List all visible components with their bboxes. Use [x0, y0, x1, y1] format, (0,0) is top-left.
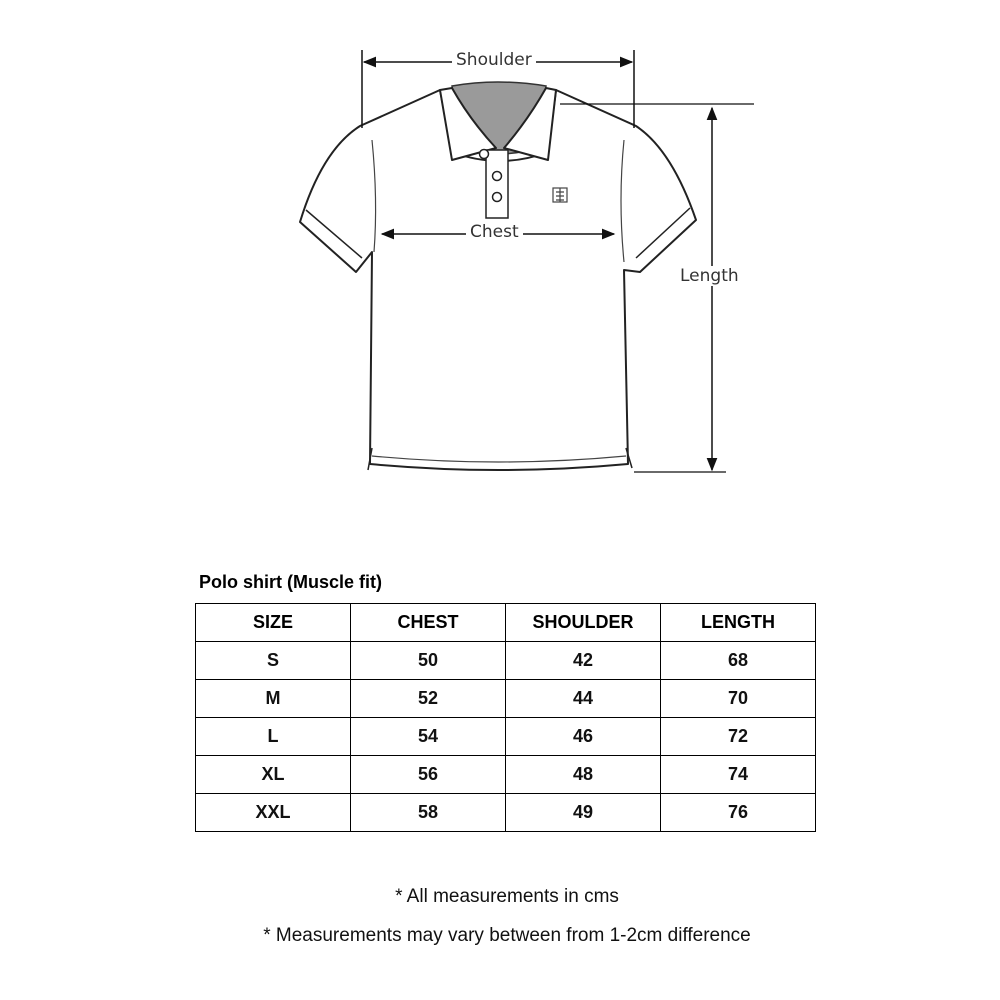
- header-chest: CHEST: [351, 604, 506, 642]
- cell-size: XL: [196, 756, 351, 794]
- cell-shoulder: 44: [506, 680, 661, 718]
- shoulder-label: Shoulder: [452, 50, 536, 70]
- table-row: [196, 718, 816, 756]
- cell-shoulder: 49: [506, 794, 661, 832]
- button-2: [493, 172, 502, 181]
- table-row: [196, 756, 816, 794]
- cell-size: S: [196, 642, 351, 680]
- header-shoulder: SHOULDER: [506, 604, 661, 642]
- cell-chest: 54: [351, 718, 506, 756]
- table-row: [196, 680, 816, 718]
- length-label: Length: [676, 266, 743, 286]
- table-header-row: [196, 604, 816, 642]
- cell-length: 76: [661, 794, 816, 832]
- cell-chest: 50: [351, 642, 506, 680]
- cell-chest: 56: [351, 756, 506, 794]
- units-note: * All measurements in cms: [395, 886, 619, 907]
- cell-chest: 58: [351, 794, 506, 832]
- button-3: [493, 193, 502, 202]
- cell-shoulder: 46: [506, 718, 661, 756]
- cell-size: XXL: [196, 794, 351, 832]
- header-size: SIZE: [196, 604, 351, 642]
- table-row: [196, 794, 816, 832]
- cell-length: 70: [661, 680, 816, 718]
- cell-chest: 52: [351, 680, 506, 718]
- table-title: Polo shirt (Muscle fit): [199, 572, 383, 592]
- chest-label: Chest: [466, 222, 523, 242]
- cell-size: M: [196, 680, 351, 718]
- cell-shoulder: 42: [506, 642, 661, 680]
- cell-size: L: [196, 718, 351, 756]
- table-row: [196, 642, 816, 680]
- size-chart-table: [195, 603, 816, 832]
- cell-shoulder: 48: [506, 756, 661, 794]
- cell-length: 74: [661, 756, 816, 794]
- cell-length: 68: [661, 642, 816, 680]
- button-1: [480, 150, 489, 159]
- placket: [486, 150, 508, 218]
- header-length: LENGTH: [661, 604, 816, 642]
- variance-note: * Measurements may vary between from 1-2cm difference: [263, 925, 751, 946]
- cell-length: 72: [661, 718, 816, 756]
